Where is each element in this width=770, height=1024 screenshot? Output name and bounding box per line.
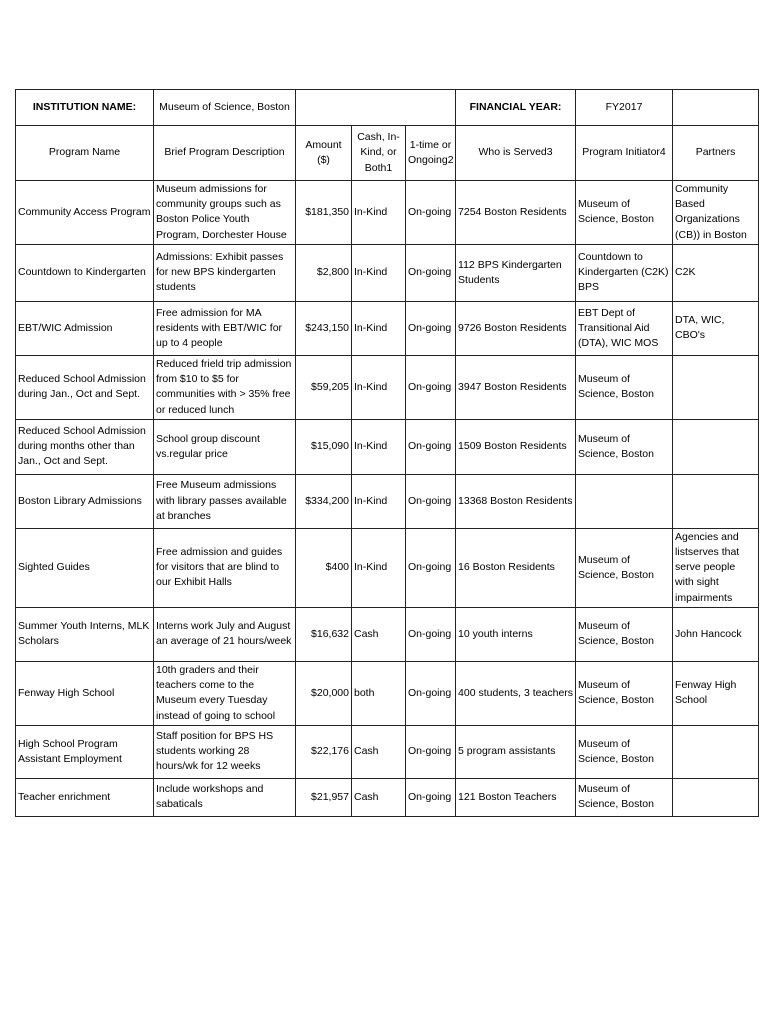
frequency-cell: On-going: [406, 661, 456, 725]
column-header-who-served: Who is Served3: [456, 126, 576, 181]
programs-table: [15, 89, 759, 817]
table-row: [16, 419, 759, 474]
program-name-cell: Reduced School Admission during Jan., Oct and Sept.: [16, 355, 154, 419]
served-cell: 400 students, 3 teachers: [456, 661, 576, 725]
initiator-cell: Museum of Science, Boston: [576, 607, 673, 661]
served-cell: 9726 Boston Residents: [456, 301, 576, 355]
financial-year-label: FINANCIAL YEAR:: [456, 90, 576, 126]
table-row: [16, 355, 759, 419]
frequency-cell: On-going: [406, 528, 456, 607]
amount-cell: $2,800: [296, 244, 352, 301]
description-cell: Reduced frield trip admission from $10 to $5 for communities with > 35% free or reduced lunch: [154, 355, 296, 419]
served-cell: 3947 Boston Residents: [456, 355, 576, 419]
program-name-cell: Sighted Guides: [16, 528, 154, 607]
initiator-cell: Museum of Science, Boston: [576, 778, 673, 816]
initiator-cell: Museum of Science, Boston: [576, 355, 673, 419]
partners-cell: [673, 474, 759, 528]
initiator-cell: [576, 474, 673, 528]
table-row: [16, 181, 759, 245]
type-cell: In-Kind: [352, 181, 406, 245]
initiator-cell: EBT Dept of Transitional Aid (DTA), WIC MOS: [576, 301, 673, 355]
amount-cell: $21,957: [296, 778, 352, 816]
frequency-cell: On-going: [406, 244, 456, 301]
partners-cell: [673, 419, 759, 474]
description-cell: Free admission for MA residents with EBT/WIC for up to 4 people: [154, 301, 296, 355]
column-header-partners: Partners: [673, 126, 759, 181]
program-name-cell: Community Access Program: [16, 181, 154, 245]
partners-cell: Fenway High School: [673, 661, 759, 725]
amount-cell: $334,200: [296, 474, 352, 528]
amount-cell: $59,205: [296, 355, 352, 419]
type-cell: Cash: [352, 607, 406, 661]
served-cell: 121 Boston Teachers: [456, 778, 576, 816]
partners-cell: Community Based Organizations (CB)) in Boston: [673, 181, 759, 245]
served-cell: 5 program assistants: [456, 725, 576, 778]
served-cell: 7254 Boston Residents: [456, 181, 576, 245]
table-row: [16, 778, 759, 816]
initiator-cell: Museum of Science, Boston: [576, 725, 673, 778]
amount-cell: $22,176: [296, 725, 352, 778]
partners-cell: Agencies and listserves that serve people with sight impairments: [673, 528, 759, 607]
program-name-cell: Countdown to Kindergarten: [16, 244, 154, 301]
table-row: [16, 725, 759, 778]
amount-cell: $243,150: [296, 301, 352, 355]
program-name-cell: Summer Youth Interns, MLK Scholars: [16, 607, 154, 661]
frequency-cell: On-going: [406, 181, 456, 245]
frequency-cell: On-going: [406, 355, 456, 419]
program-name-cell: Reduced School Admission during months other than Jan., Oct and Sept.: [16, 419, 154, 474]
table-row: [16, 607, 759, 661]
column-header-row: [16, 126, 759, 181]
description-cell: 10th graders and their teachers come to the Museum every Tuesday instead of going to school: [154, 661, 296, 725]
column-header-amount: Amount ($): [296, 126, 352, 181]
institution-name: Museum of Science, Boston: [154, 90, 296, 126]
frequency-cell: On-going: [406, 474, 456, 528]
served-cell: 16 Boston Residents: [456, 528, 576, 607]
institution-row: [16, 90, 759, 126]
served-cell: 10 youth interns: [456, 607, 576, 661]
partners-cell: John Hancock: [673, 607, 759, 661]
table-row: [16, 474, 759, 528]
blank-cell: [296, 90, 456, 126]
financial-year-value: FY2017: [576, 90, 673, 126]
description-cell: Free admission and guides for visitors that are blind to our Exhibit Halls: [154, 528, 296, 607]
description-cell: Museum admissions for community groups such as Boston Police Youth Program, Dorchester House: [154, 181, 296, 245]
description-cell: Interns work July and August an average of 21 hours/week: [154, 607, 296, 661]
amount-cell: $181,350: [296, 181, 352, 245]
served-cell: 112 BPS Kindergarten Students: [456, 244, 576, 301]
type-cell: In-Kind: [352, 419, 406, 474]
initiator-cell: Museum of Science, Boston: [576, 528, 673, 607]
initiator-cell: Museum of Science, Boston: [576, 181, 673, 245]
frequency-cell: On-going: [406, 419, 456, 474]
type-cell: In-Kind: [352, 355, 406, 419]
initiator-cell: Museum of Science, Boston: [576, 419, 673, 474]
amount-cell: $20,000: [296, 661, 352, 725]
served-cell: 1509 Boston Residents: [456, 419, 576, 474]
amount-cell: $15,090: [296, 419, 352, 474]
type-cell: In-Kind: [352, 474, 406, 528]
program-name-cell: EBT/WIC Admission: [16, 301, 154, 355]
column-header-program-name: Program Name: [16, 126, 154, 181]
column-header-description: Brief Program Description: [154, 126, 296, 181]
type-cell: In-Kind: [352, 528, 406, 607]
frequency-cell: On-going: [406, 725, 456, 778]
type-cell: Cash: [352, 725, 406, 778]
initiator-cell: Countdown to Kindergarten (C2K) BPS: [576, 244, 673, 301]
column-header-frequency: 1-time or Ongoing2: [406, 126, 456, 181]
frequency-cell: On-going: [406, 301, 456, 355]
program-name-cell: Teacher enrichment: [16, 778, 154, 816]
table-row: [16, 528, 759, 607]
description-cell: Include workshops and sabaticals: [154, 778, 296, 816]
institution-label: INSTITUTION NAME:: [16, 90, 154, 126]
program-name-cell: High School Program Assistant Employment: [16, 725, 154, 778]
served-cell: 13368 Boston Residents: [456, 474, 576, 528]
table-row: [16, 661, 759, 725]
type-cell: both: [352, 661, 406, 725]
partners-cell: [673, 355, 759, 419]
partners-cell: [673, 725, 759, 778]
description-cell: Free Museum admissions with library passes available at branches: [154, 474, 296, 528]
amount-cell: $16,632: [296, 607, 352, 661]
amount-cell: $400: [296, 528, 352, 607]
type-cell: In-Kind: [352, 244, 406, 301]
description-cell: School group discount vs.regular price: [154, 419, 296, 474]
description-cell: Admissions: Exhibit passes for new BPS kindergarten students: [154, 244, 296, 301]
frequency-cell: On-going: [406, 778, 456, 816]
partners-cell: [673, 778, 759, 816]
blank-cell: [673, 90, 759, 126]
column-header-initiator: Program Initiator4: [576, 126, 673, 181]
partners-cell: C2K: [673, 244, 759, 301]
type-cell: In-Kind: [352, 301, 406, 355]
column-header-cash-inkind: Cash, In-Kind, or Both1: [352, 126, 406, 181]
frequency-cell: On-going: [406, 607, 456, 661]
program-name-cell: Fenway High School: [16, 661, 154, 725]
description-cell: Staff position for BPS HS students working 28 hours/wk for 12 weeks: [154, 725, 296, 778]
partners-cell: DTA, WIC, CBO's: [673, 301, 759, 355]
table-row: [16, 244, 759, 301]
program-name-cell: Boston Library Admissions: [16, 474, 154, 528]
table-row: [16, 301, 759, 355]
type-cell: Cash: [352, 778, 406, 816]
initiator-cell: Museum of Science, Boston: [576, 661, 673, 725]
